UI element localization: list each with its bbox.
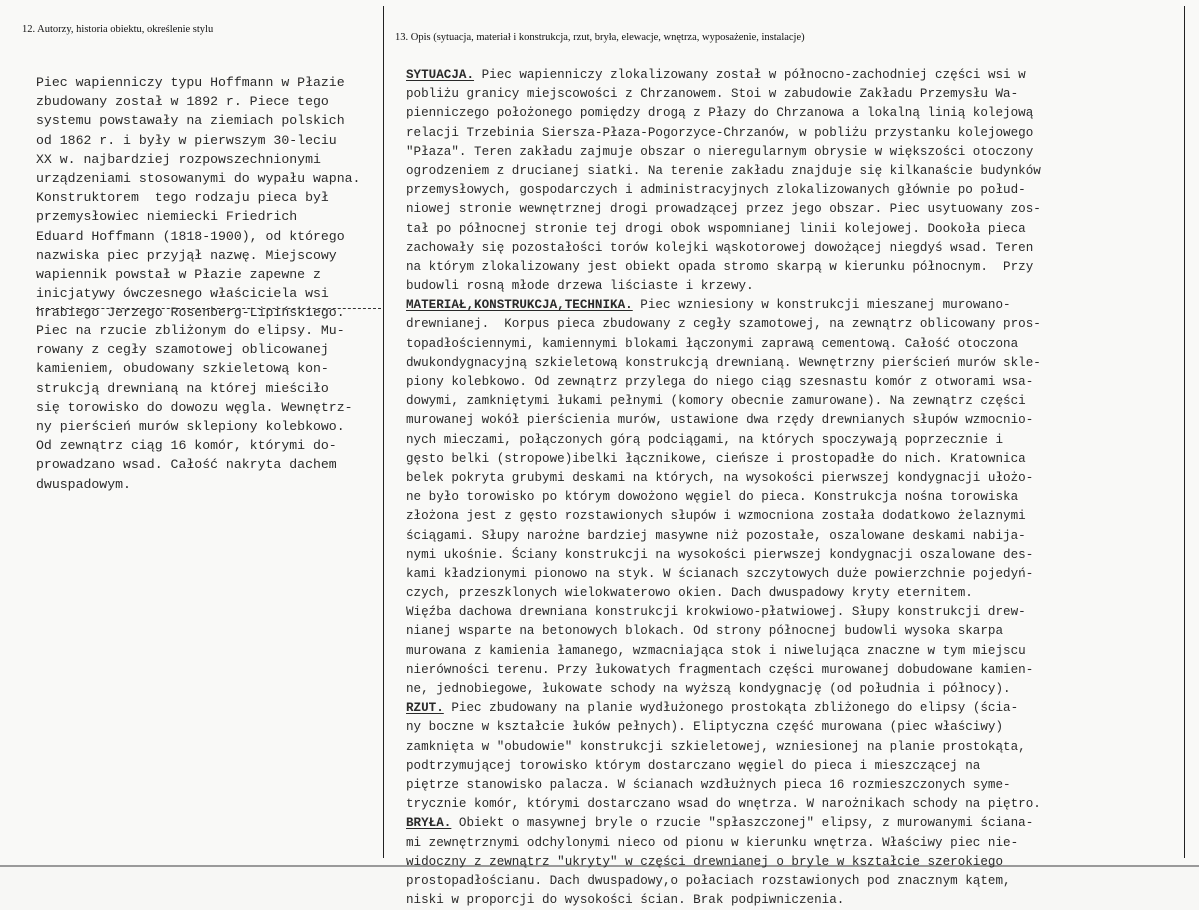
- history-paragraph: [36, 74, 360, 323]
- text-line: strukcją drewnianą na której mieściło: [36, 380, 329, 396]
- line-text: niowej stronie wewnętrznej drogi prowadzącej przez jego obszar. Piec usytuowany zos-: [406, 202, 1041, 217]
- line-text: podtrzymującej torowisko którym dostarczano węgiel do pieca i mieszczącej na: [406, 758, 981, 773]
- text-line: [406, 258, 1041, 277]
- line-text: belek pokryta grubymi deskami na których, na wysokości pierwszej kondygnacji ułożo-: [406, 470, 1034, 485]
- text-line: [406, 354, 1041, 373]
- text-line: [406, 507, 1041, 526]
- text-line: [406, 872, 1041, 891]
- text-line: [406, 488, 1041, 507]
- text-line: [406, 85, 1041, 104]
- text-line: prowadzano wsad. Całość nakryta dachem: [36, 457, 337, 473]
- line-text: topadłościennymi, kamiennymi blokami łączonymi zaprawą cementową. Całość otoczona: [406, 336, 1019, 351]
- line-text: ne było torowisko po którym dowożono węgiel do pieca. Konstrukcja nośna torowiska: [406, 490, 1019, 505]
- description-text: [406, 66, 1041, 910]
- text-line: [406, 757, 1041, 776]
- line-text: dowymi, zamkniętymi łukami pełnymi (komory obecnie zamurowane). Na zewnątrz części: [406, 394, 1026, 409]
- line-text: Piec zbudowany na planie wydłużonego prostokąta zbliżonego do elipsy (ścia-: [443, 701, 1019, 716]
- text-line: [406, 104, 1041, 123]
- text-line: rowany z cegły szamotowej oblicowanej: [36, 342, 329, 358]
- column-divider: [383, 6, 384, 858]
- line-text: trycznie komór, którymi dostarczano wsad do wnętrza. W narożnikach schody na piętro.: [406, 797, 1041, 812]
- text-line: wapiennik powstał w Płazie zapewne z: [36, 266, 321, 282]
- text-line: [406, 411, 1041, 430]
- line-text: murowana z kamienia łamanego, wzmacniająca stok i niwelująca znaczne w tym miejscu: [406, 643, 1026, 658]
- line-text: czych, przeszklonych wielokwaterowo okien. Dach dwuspadowy kryty eternitem.: [406, 586, 973, 601]
- line-text: relacji Trzebinia Siersza-Płaza-Pogorzyce-Chrzanów, w pobliżu przystanku kolejowego: [406, 125, 1034, 140]
- text-line: [406, 527, 1041, 546]
- text-line: [406, 200, 1041, 219]
- text-line: [406, 661, 1041, 680]
- text-line: nazwiska piec przyjął nazwę. Miejscowy: [36, 247, 337, 263]
- line-text: Piec wzniesiony w konstrukcji mieszanej murowano-: [632, 298, 1011, 313]
- text-line: [406, 891, 1041, 910]
- line-text: przemysłowych, gospodarczych i administracyjnych zlokalizowanych głównie po połud-: [406, 183, 1026, 198]
- line-text: ściągami. Słupy narożne bardziej masywne niż pozostałe, oszalowane deskami nabija-: [406, 528, 1026, 543]
- section-label: BRYŁA.: [406, 816, 452, 831]
- text-line: [406, 699, 1041, 718]
- text-line: hrabiego Jerzego Rosenberg-Lipińskiego.: [36, 305, 345, 321]
- text-line: [406, 220, 1041, 239]
- text-line: XX w. najbardziej rozpowszechnionymi: [36, 151, 321, 167]
- text-line: Piec na rzucie zbliżonym do elipsy. Mu-: [36, 323, 345, 338]
- line-text: gęsto belki (stropowe)ibelki łącznikowe, cieńsze i prostopadłe do nich. Kratownica: [406, 451, 1026, 466]
- line-text: kami kładzionymi pionowo na styk. W ścianach szczytowych duże powierzchnie pojedyń-: [406, 566, 1034, 581]
- line-text: nych mieczami, połączonych górą podciągami, na których spoczywają poprzecznie i: [406, 432, 1004, 447]
- text-line: Piec wapienniczy typu Hoffmann w Płazie: [36, 75, 345, 90]
- line-text: prostopadłościanu. Dach dwuspadowy,o połaciach rozstawionych pod znacznym kątem,: [406, 873, 1011, 888]
- text-line: [406, 622, 1041, 641]
- right-border: [1184, 6, 1185, 858]
- text-line: [406, 373, 1041, 392]
- text-line: [406, 392, 1041, 411]
- line-text: nierówności terenu. Przy łukowatych fragmentach części murowanej dobudowane kamien-: [406, 662, 1034, 677]
- text-line: [406, 277, 1041, 296]
- text-line: Konstruktorem tego rodzaju pieca był: [36, 190, 329, 206]
- text-line: [406, 680, 1041, 699]
- plan-summary-paragraph: [36, 322, 353, 495]
- dashed-separator: [36, 308, 381, 309]
- line-text: nymi ukośnie. Ściany konstrukcji na wysokości pierwszej kondygnacji oszalowane des-: [406, 547, 1034, 562]
- text-line: inicjatywy ówczesnego właściciela wsi: [36, 286, 329, 302]
- line-text: "Płaza". Teren zakładu zajmuje obszar o nieregularnym obrysie w większości otoczony: [406, 144, 1034, 159]
- text-line: [406, 162, 1041, 181]
- line-text: budowli rosną młode drzewa liściaste i krzewy.: [406, 279, 754, 294]
- line-text: widoczny z zewnątrz "ukryty" w części drewnianej o bryle w kształcie szerokiego: [406, 854, 1004, 869]
- text-line: [406, 738, 1041, 757]
- text-line: [406, 143, 1041, 162]
- text-line: [406, 469, 1041, 488]
- text-line: [406, 584, 1041, 603]
- line-text: ne, jednobiegowe, łukowate schody na wyższą kondygnację (od południa i północy).: [406, 682, 1011, 696]
- line-text: na którym zlokalizowany jest obiekt opada stromo skarpą w kierunku północnym. Przy: [406, 259, 1034, 274]
- text-line: [406, 642, 1041, 661]
- line-text: pienniczego położonego pomiędzy drogą z Płazy do Chrzanowa a lokalną linią kolejową: [406, 106, 1034, 121]
- text-line: urządzeniami stosowanymi do wypału wapna.: [36, 170, 361, 186]
- line-text: nianej wsparte na betonowych blokach. Od strony północnej budowli wysoka skarpa: [406, 624, 1004, 639]
- text-line: [406, 66, 1041, 85]
- line-text: Obiekt o masywnej bryle o rzucie "spłaszczonej" elipsy, z murowanymi ściana-: [451, 816, 1034, 831]
- text-line: [406, 181, 1041, 200]
- text-line: [406, 834, 1041, 853]
- line-text: dwukondygnacyjną szkieletową konstrukcją drewnianą. Wewnętrzny pierścień murów skle-: [406, 355, 1041, 370]
- text-line: przemysłowiec niemiecki Friedrich: [36, 209, 298, 225]
- text-line: [406, 296, 1041, 315]
- text-line: kamieniem, obudowany szkieletową kon-: [36, 361, 329, 377]
- right-column-header: 13. Opis (sytuacja, materiał i konstrukcja, rzut, bryła, elewacje, wnętrza, wyposażenie, instalacje): [395, 32, 805, 43]
- text-line: [406, 431, 1041, 450]
- line-text: złożona jest z gęsto rozstawionych słupów i wzmocniona została dodatkowo żelaznymi: [406, 509, 1026, 524]
- line-text: niski w proporcji do wysokości ścian. Brak podpiwniczenia.: [406, 893, 845, 908]
- line-text: ny boczne w kształcie łuków pełnych). Eliptyczna część murowana (piec właściwy): [406, 720, 1004, 735]
- line-text: zamknięta w "obudowie" konstrukcji szkieletowej, wzniesionej na planie prostokąta,: [406, 739, 1026, 754]
- line-text: Piec wapienniczy zlokalizowany został w północno-zachodniej części wsi w: [474, 68, 1026, 82]
- text-line: zbudowany został w 1892 r. Piece tego: [36, 94, 329, 110]
- line-text: pobliżu granicy miejscowości z Chrzanowem. Stoi w zabudowie Zakładu Przemysłu Wa-: [406, 87, 1019, 102]
- text-line: [406, 335, 1041, 354]
- text-line: się torowisko do dowozu węgla. Wewnętrz-: [36, 399, 353, 415]
- text-line: dwuspadowym.: [36, 476, 131, 492]
- line-text: drewnianej. Korpus pieca zbudowany z cegły szamotowej, na zewnątrz oblicowany pros-: [406, 317, 1041, 332]
- text-line: Eduard Hoffmann (1818-1900), od którego: [36, 228, 345, 244]
- text-line: [406, 450, 1041, 469]
- text-line: [406, 776, 1041, 795]
- text-line: od 1862 r. i były w pierwszym 30-leciu: [36, 132, 337, 148]
- text-line: [406, 718, 1041, 737]
- line-text: mi zewnętrznymi odchylonymi nieco od pionu w kierunku wnętrza. Właściwy piec nie-: [406, 835, 1019, 850]
- line-text: piony kolebkowo. Od zewnątrz przylega do niego ciąg szesnastu komór z otworami wsa-: [406, 375, 1034, 389]
- text-line: [406, 853, 1041, 872]
- text-line: Od zewnątrz ciąg 16 komór, którymi do-: [36, 438, 337, 454]
- line-text: ogrodzeniem z drucianej siatki. Na terenie zakładu znajduje się kilkanaście budynków: [406, 163, 1041, 178]
- section-label: SYTUACJA.: [406, 68, 475, 82]
- text-line: [406, 603, 1041, 622]
- line-text: tał po północnej stronie tej drogi obok wspomnianej linii kolejowej. Dookoła pieca: [406, 221, 1026, 236]
- line-text: Więźba dachowa drewniana konstrukcji krokwiowo-płatwiowej. Słupy konstrukcji drew-: [406, 605, 1026, 620]
- text-line: [406, 795, 1041, 814]
- text-line: [406, 239, 1041, 258]
- text-line: [406, 546, 1041, 565]
- section-label: MATERIAŁ,KONSTRUKCJA,TECHNIKA.: [406, 298, 633, 313]
- text-line: [406, 124, 1041, 143]
- left-column-header: 12. Autorzy, historia obiektu, określenie stylu: [22, 24, 214, 35]
- line-text: piętrze stanowisko palacza. W ścianach wzdłużnych pieca 16 rozmieszczonych syme-: [406, 777, 1011, 792]
- text-line: systemu powstawały na ziemiach polskich: [36, 113, 345, 129]
- line-text: murowanej wokół pierścienia murów, ustawione dwa rzędy drewnianych słupów wzmocnio-: [406, 413, 1034, 428]
- text-line: [406, 814, 1041, 833]
- section-label: RZUT.: [406, 701, 444, 716]
- text-line: [406, 315, 1041, 334]
- line-text: zachowały się pozostałości torów kolejki wąskotorowej dowożącej niegdyś wsad. Teren: [406, 240, 1034, 255]
- text-line: ny pierścień murów sklepiony kolebkowo.: [36, 418, 345, 434]
- text-line: [406, 565, 1041, 584]
